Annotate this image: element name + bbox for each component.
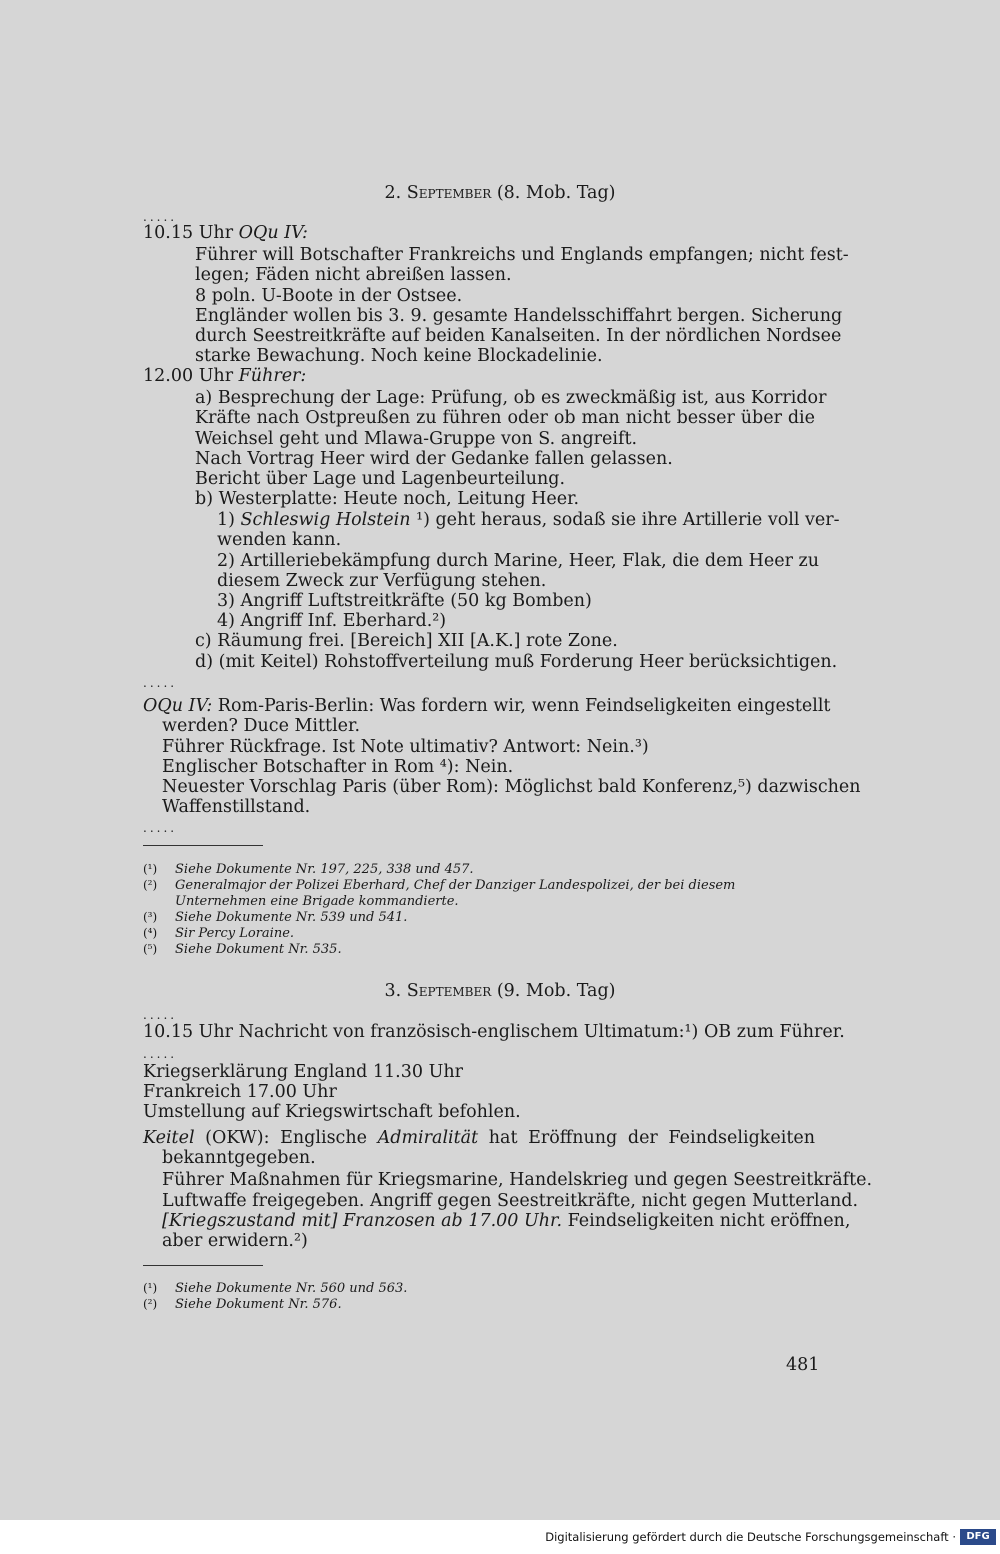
text-line: Frankreich 17.00 Uhr	[143, 1082, 337, 1102]
ellipsis: .....	[143, 210, 178, 224]
text-line	[143, 696, 831, 717]
heading-prefix: 2.	[384, 183, 407, 203]
heading-suffix: (8. Mob. Tag)	[491, 183, 616, 203]
entry-time	[143, 366, 306, 387]
footnote-text: Unternehmen eine Brigade kommandierte.	[175, 894, 459, 909]
footnote-divider	[143, 845, 263, 846]
footnote-number: (³)	[143, 910, 158, 924]
line-text: ¹) geht heraus, sodaß sie ihre Artillerie voll ver-	[416, 510, 840, 530]
text-line: Führer Rückfrage. Ist Note ultimativ? Antwort: Nein.³)	[162, 737, 649, 757]
speaker-label: Führer:	[238, 366, 307, 386]
text-line: Führer Maßnahmen für Kriegsmarine, Handelskrieg und gegen Seestreitkräfte.	[162, 1170, 873, 1190]
time-label: 12.00	[143, 366, 194, 386]
item-number: 1)	[217, 510, 241, 530]
speaker-label: OQu IV:	[143, 696, 213, 716]
footnote-divider	[143, 1265, 263, 1266]
text-line: durch Seestreitkräfte auf beiden Kanalseiten. In der nördlichen Nordsee	[195, 326, 842, 346]
line-text-italic: Admiralität	[377, 1128, 479, 1148]
footnote-text: Siehe Dokumente Nr. 197, 225, 338 und 457.	[175, 862, 474, 877]
text-line: a) Besprechung der Lage: Prüfung, ob es zweckmäßig ist, aus Korridor	[195, 388, 827, 408]
ellipsis: .....	[143, 821, 178, 835]
footnote-text: Siehe Dokument Nr. 576.	[175, 1297, 342, 1312]
text-line: 3) Angriff Luftstreitkräfte (50 kg Bomben)	[217, 591, 592, 611]
text-line: Waffenstillstand.	[162, 797, 311, 817]
text-line: 8 poln. U-Boote in der Ostsee.	[195, 286, 463, 306]
text-line	[217, 510, 840, 531]
text-line: b) Westerplatte: Heute noch, Leitung Heer.	[195, 489, 580, 509]
text-line: 10.15 Uhr Nachricht von französisch-englischem Ultimatum:¹) OB zum Führer.	[143, 1022, 845, 1042]
entry-time	[143, 223, 308, 244]
ellipsis: .....	[143, 676, 178, 690]
line-text-italic: [Kriegszustand mit] Franzosen ab 17.00 Uhr.	[162, 1211, 563, 1231]
footnote-text: Siehe Dokumente Nr. 560 und 563.	[175, 1281, 408, 1296]
line-text: Feindseligkeiten nicht eröffnen,	[562, 1211, 851, 1231]
text-line	[143, 1128, 815, 1149]
footnote-text: Generalmajor der Polizei Eberhard, Chef der Danziger Landespolizei, der bei diesem	[175, 878, 736, 893]
text-line: Kriegserklärung England 11.30 Uhr	[143, 1062, 463, 1082]
text-line: Nach Vortrag Heer wird der Gedanke fallen gelassen.	[195, 449, 673, 469]
text-line: Englischer Botschafter in Rom ⁴): Nein.	[162, 757, 514, 777]
line-text: (OKW): Englische	[194, 1128, 378, 1148]
text-line: 4) Angriff Inf. Eberhard.²)	[217, 611, 447, 631]
text-line: Führer will Botschafter Frankreichs und Englands empfangen; nicht fest-	[195, 245, 849, 265]
time-label: 10.15	[143, 223, 194, 243]
page-number: 481	[786, 1355, 820, 1375]
ship-name: Schleswig Holstein	[240, 510, 411, 530]
footnote-number: (⁴)	[143, 926, 158, 940]
ellipsis: .....	[143, 1047, 178, 1061]
text-line: Kräfte nach Ostpreußen zu führen oder ob man nicht besser über die	[195, 408, 815, 428]
text-line: d) (mit Keitel) Rohstoffverteilung muß Forderung Heer berücksichtigen.	[195, 652, 838, 672]
footer-bar	[0, 1520, 1000, 1554]
text-line: 2) Artilleriebekämpfung durch Marine, Heer, Flak, die dem Heer zu	[217, 551, 820, 571]
text-line: c) Räumung frei. [Bereich] XII [A.K.] rote Zone.	[195, 631, 618, 651]
text-line: starke Bewachung. Noch keine Blockadelinie.	[195, 346, 603, 366]
footnote-text: Sir Percy Loraine.	[175, 926, 295, 941]
text-line: Weichsel geht und Mlawa-Gruppe von S. angreift.	[195, 429, 638, 449]
footnote-number: (⁵)	[143, 942, 158, 956]
speaker-label: Keitel	[143, 1128, 195, 1148]
text-line: legen; Fäden nicht abreißen lassen.	[195, 265, 512, 285]
section-heading-2-september	[0, 183, 1000, 204]
speaker-label: OQu IV:	[238, 223, 308, 243]
heading-month: September	[406, 183, 492, 203]
text-line: wenden kann.	[217, 530, 342, 550]
heading-prefix: 3.	[384, 981, 407, 1001]
text-line: Engländer wollen bis 3. 9. gesamte Handelsschiffahrt bergen. Sicherung	[195, 306, 843, 326]
text-line: werden? Duce Mittler.	[162, 716, 361, 736]
footnote-number: (¹)	[143, 862, 158, 876]
text-line: Umstellung auf Kriegswirtschaft befohlen.	[143, 1102, 521, 1122]
uhr-label: Uhr	[198, 366, 234, 386]
footnote-text: Siehe Dokument Nr. 535.	[175, 942, 342, 957]
uhr-label: Uhr	[198, 223, 234, 243]
text-line: Luftwaffe freigegeben. Angriff gegen Seestreitkräfte, nicht gegen Mutterland.	[162, 1191, 859, 1211]
text-line: Bericht über Lage und Lagenbeurteilung.	[195, 469, 566, 489]
footnote-text: Siehe Dokumente Nr. 539 und 541.	[175, 910, 408, 925]
section-heading-3-september	[0, 981, 1000, 1002]
footnote-number: (¹)	[143, 1281, 158, 1295]
footnote-number: (²)	[143, 878, 158, 892]
line-text: hat Eröffnung der Feindseligkeiten	[478, 1128, 815, 1148]
text-line: Neuester Vorschlag Paris (über Rom): Möglichst bald Konferenz,⁵) dazwischen	[162, 777, 861, 797]
dfg-logo: DFG	[960, 1529, 996, 1545]
text-line: aber erwidern.²)	[162, 1231, 308, 1251]
ellipsis: .....	[143, 1008, 178, 1022]
text-line: bekanntgegeben.	[162, 1148, 316, 1168]
footer-credit: Digitalisierung gefördert durch die Deutsche Forschungsgemeinschaft ·	[545, 1530, 956, 1544]
text-line: diesem Zweck zur Verfügung stehen.	[217, 571, 547, 591]
text-line	[162, 1211, 851, 1232]
footnote-number: (²)	[143, 1297, 158, 1311]
line-text: Rom-Paris-Berlin: Was fordern wir, wenn Feindseligkeiten eingestellt	[212, 696, 831, 716]
heading-suffix: (9. Mob. Tag)	[491, 981, 616, 1001]
heading-month: September	[406, 981, 492, 1001]
